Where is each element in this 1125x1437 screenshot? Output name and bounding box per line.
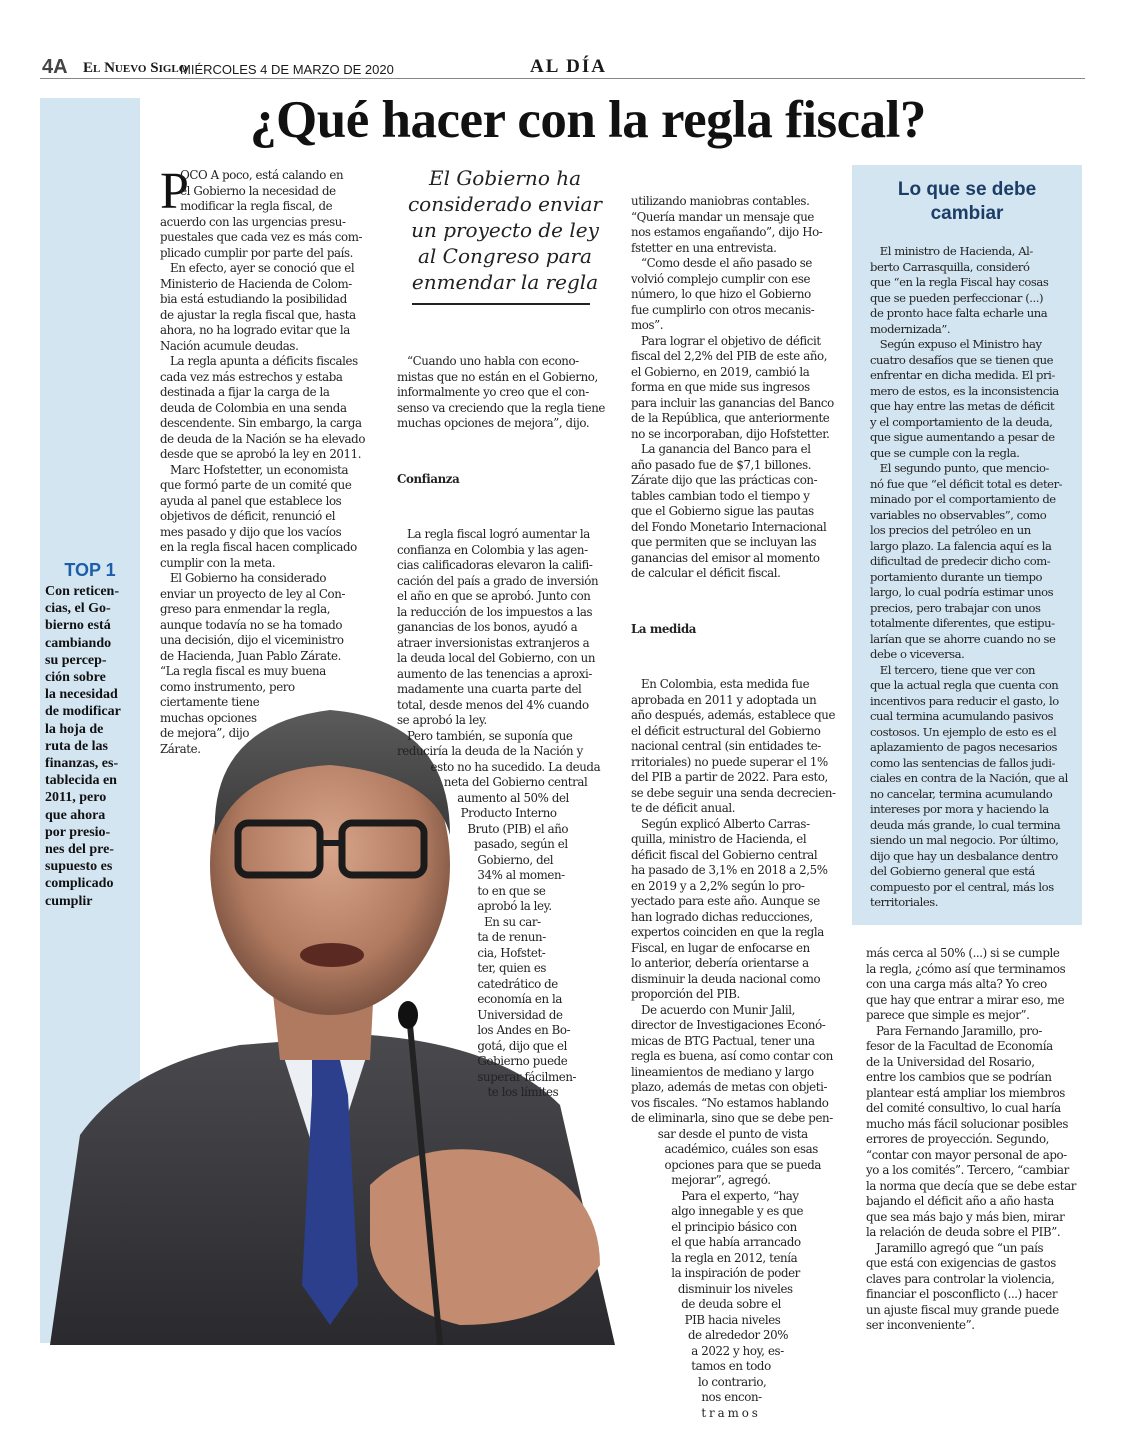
section-name: AL DÍA: [530, 56, 607, 77]
column-2-body: La regla fiscal logró aumentar la confianza en Colombia y las agen- cias calificadoras elevaron la califi- cación del país a grado de inversión el año en que se aprobó. Junto con la reducción de los impuestos a las ganancias de los bonos, ayudó a atraer inversionistas extranjeros a la deuda local del Gobierno, con un aumento de las tenencias a aproxi- madamente una cuarta parte del total, desde menos del 4% cuando se aprobó la ley. Pero también, se suponía que reduciría la deuda de la Nación y esto no ha sucedido. La deuda neta del Gobierno central aumento al 50% del Producto Interno Bruto (PIB) el año pasado, según el Gobierno, del 34% al momen- to en que se aprobó la ley. En su car- ta de renun- cia, Hofstet- ter, quien es catedrático de economía en la Universidad de los Andes en Bo- gotá, dijo que el Gobierno puede superar fácilmen- te los límites: [397, 527, 601, 1099]
sidebar-summary: Con reticen- cias, el Go- bierno está cambiando su percep- ción sobre la necesidad de modificar la hoja de ruta de las finanzas, es- tablecida en 2011, pero que ahora por presio- nes del pre- supuesto es complicado cumplir: [45, 584, 121, 909]
subhead-confianza: Confianza: [397, 471, 460, 486]
article-column-1: OCO A poco, está calando en el Gobierno la necesidad de modificar la regla fiscal, de acuerdo con las urgencias presu- puestales que cada vez es más com- plicado cumplir por parte del país. En efecto, ayer se conoció que el Ministerio de Hacienda de Colom- bia está estudiando la posibilidad de ajustar la regla fiscal que, hasta ahora, no ha logrado evitar que la Nación acumule deudas. La regla apunta a déficits fiscales cada vez más estrechos y estaba destinada a fijar la carga de la deuda de Colombia en una senda descendente. Sin embargo, la carga de deuda de la Nación se ha elevado desde que se aprobó la ley en 2011. Marc Hofstetter, un economista que formó parte de un comité que ayuda al panel que establece los objetivos de déficit, renunció el mes pasado y dijo que los vacíos en la regla fiscal hacen complicado cumplir con la meta. El Gobierno ha considerado enviar un proyecto de ley al Con- greso para enmendar la regla, aunque todavía no se ha tomado una decisión, dijo el viceministro de Hacienda, Juan Pablo Zárate. “La regla fiscal es muy buena como instrumento, pero ciertamente tiene muchas opciones de mejora”, dijo Zárate.: [160, 168, 366, 756]
column-3-top: utilizando maniobras contables. “Quería mandar un mensaje que nos estamos engañando”, dijo Ho- fstetter en una entrevista. “Como desde el año pasado se volvió complejo cumplir con ese número, lo que hizo el Gobierno fue cumplirlo con otros mecanis- mos”. Para lograr el objetivo de déficit fiscal del 2,2% del PIB de este año, el Gobierno, en 2019, cambió la forma en que mide sus ingresos para incluir las ganancias del Banco de la República, que anteriormente no se incorporaban, dijo Hofstetter. La ganancia del Banco para el año pasado fue de $7,1 billones. Zárate dijo que las prácticas con- tables cambian todo el tiempo y que el Gobierno sigue las pautas del Fondo Monetario Internacional que permiten que se incluyan las ganancias del emisor al momento de calcular el déficit fiscal.: [631, 194, 834, 580]
drop-cap: P: [160, 163, 189, 220]
subhead-la-medida: La medida: [631, 621, 697, 636]
pull-quote: El Gobierno ha considerado enviar un proyecto de ley al Congreso para enmendar la regla: [407, 166, 602, 294]
box-text: El ministro de Hacienda, Al- berto Carrasquilla, consideró que “en la regla Fiscal hay cosas que se pueden perfeccionar (...) de pronto hace falta echarle una modernizada”. Según expuso el Ministro hay cuatro desafíos que se tienen que enfrentar en dicha medida. El pri- mero de estos, es la inconsistencia que hay entre las metas de déficit y el comportamiento de la deuda, que sigue aumentando a pesar de que se cumple con la regla. El segundo punto, que mencio- nó fue que “el déficit total es deter- minado por el comportamiento de variables no observables”, como los precios del petróleo en un largo plazo. La falencia aquí es la dificultad de predecir dicho com- portamiento durante un tiempo largo, lo cual podría estimar unos precios, pero trabajar con unos totalmente diferentes, que estipu- larían que se ahorre cuando no se debe o viceversa. El tercero, tiene que ver con que la actual regla que cuenta con incentivos para reducir el gasto, lo cual termina acumulando pasivos costosos. Un ejemplo de esto es el aplazamiento de pagos necesarios como las sentencias de fallos judi- ciales en contra de la Nación, que al no cancelar, termina acumulando intereses por mora y haciendo la deuda más grande, lo cual termina siendo un mal negocio. Por último, dijo que hay un desbalance dentro del Gobierno general que está compuesto por el central, más los territoriales.: [870, 244, 1068, 909]
sidebar-label: TOP 1: [64, 560, 116, 580]
article-column-5: más cerca al 50% (...) si se cumple la regla, ¿cómo así que terminamos con una carga más alta? Yo creo que hay que entrar a mirar eso, me parece que simple es mejor”. Para Fernando Jaramillo, pro- fesor de la Facultad de Economía de la Universidad del Rosario, entre los cambios que se podrían plantear está ampliar los miembros del comité consultivo, lo cual haría mucho más fácil solucionar posibles errores de proyección. Segundo, “contar con mayor personal de apo- yo a los comités”. Tercero, “cambiar la norma que decía que se debe estar bajando el déficit año a año hasta que sea más bajo y más bien, mirar la relación de deuda sobre el PIB”. Jaramillo agregó que “un país que está con exigencias de gastos claves para controlar la violencia, financiar el posconflicto (...) hacer un ajuste fiscal muy grande puede ser inconveniente”.: [866, 946, 1076, 1332]
column-2-lead: “Cuando uno habla con econo- mistas que no están en el Gobierno, informalmente yo creo que el con- senso va creciendo que la regla tiene muchas opciones de mejora”, dijo.: [397, 354, 606, 430]
header-rule: [40, 78, 1085, 79]
box-title: Lo que se debe cambiar: [897, 179, 1037, 224]
article-column-3: [631, 163, 836, 1437]
newspaper-name: El Nuevo Siglo: [83, 60, 188, 76]
column-3-bottom: En Colombia, esta medida fue aprobada en 2011 y adoptada un año después, además, establece que el déficit estructural del Gobierno nacional central (sin entidades te- rritoriales) no puede superar el 1% del PIB a partir de 2022. Para esto, se debe seguir una senda decrecien- te de déficit anual. Según explicó Alberto Carras- quilla, ministro de Hacienda, el déficit fiscal del Gobierno central ha pasado de 3,1% en 2018 a 2,5% en 2019 y a 2,2% según lo pro- yectado para este año. Aunque se han logrado dichas reducciones, expertos coinciden en que la regla Fiscal, en lugar de enfocarse en lo anterior, debería orientarse a disminuir la deuda nacional como proporción del PIB. De acuerdo con Munir Jalil, director de Investigaciones Econó- micas de BTG Pactual, tener una regla es buena, así como contar con lineamientos de mediano y largo plazo, además de metas con objeti- vos fiscales. “No estamos hablando de eliminarla, sino que se debe pen- sar desde el punto de vista académico, cuáles son esas opciones para que se pueda mejorar”, agregó. Para el experto, “hay algo innegable y es que el principio básico con el que había arrancado la regla en 2012, tenía la inspiración de poder disminuir los niveles de deuda sobre el PIB hacia niveles de alrededor 20% a 2022 y hoy, es- tamos en todo lo contrario, nos encon- t r a m o s: [631, 677, 836, 1420]
page-number: 4A: [42, 56, 68, 78]
issue-date: MIÉRCOLES 4 DE MARZO DE 2020: [180, 62, 394, 77]
mouth-shape: [300, 943, 364, 967]
pull-quote-rule: [412, 303, 590, 305]
headline: ¿Qué hacer con la regla fiscal?: [250, 91, 926, 149]
article-column-2: [397, 323, 605, 1116]
